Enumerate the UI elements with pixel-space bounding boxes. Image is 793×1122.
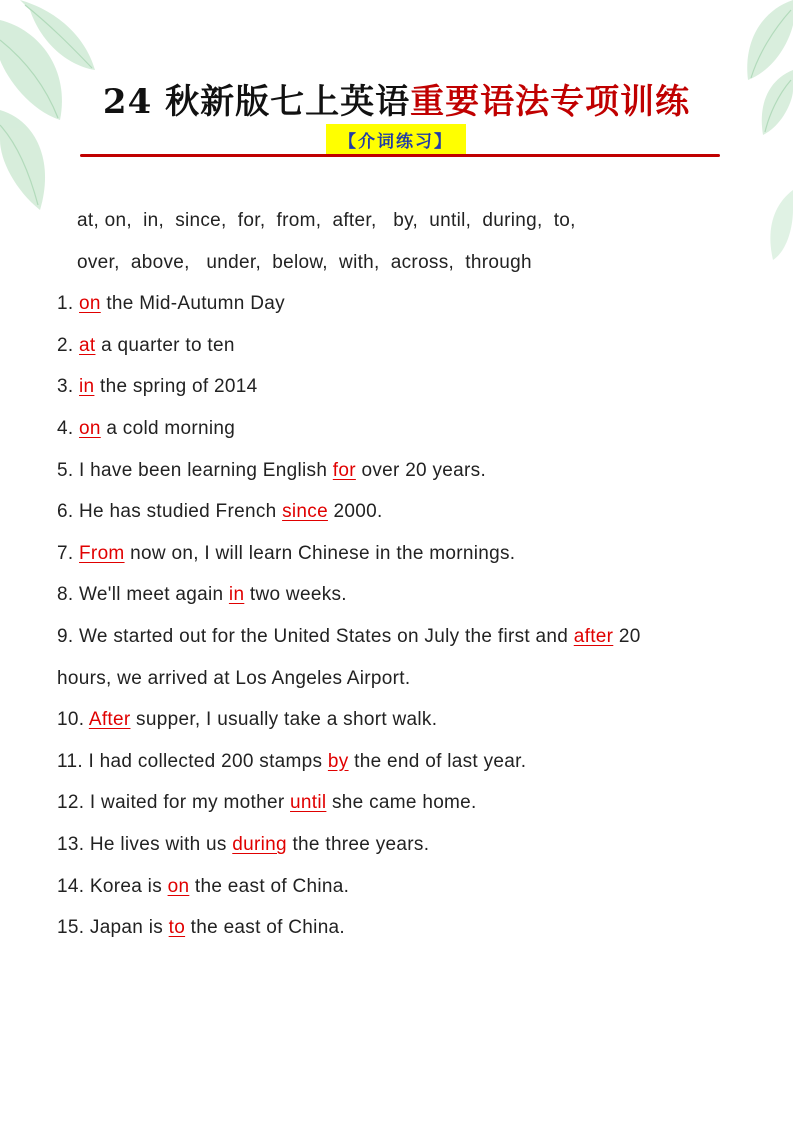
answer-word: on	[79, 417, 101, 439]
item-text: two weeks.	[244, 584, 347, 606]
exercise-item	[57, 491, 727, 533]
answer-word: From	[79, 542, 125, 564]
word-bank-line: at, on, in, since, for, from, after, by, until, during, to,	[77, 210, 576, 231]
exercise-item	[57, 450, 727, 492]
exercise-item	[57, 325, 727, 367]
exercise-item	[57, 824, 727, 866]
item-text: 9. We started out for the United States on July the first and	[57, 625, 574, 647]
item-text: she came home.	[326, 792, 477, 814]
item-text: the Mid-Autumn Day	[100, 293, 285, 315]
item-text: 1.	[57, 293, 80, 315]
exercise-item	[57, 907, 727, 949]
item-text: over 20 years.	[355, 459, 487, 481]
page-title	[0, 74, 793, 123]
item-text: a cold morning	[100, 417, 236, 439]
answer-word: for	[332, 459, 356, 481]
exercise-item	[57, 741, 727, 783]
exercise-item	[57, 866, 727, 908]
item-text: a quarter to ten	[95, 334, 235, 356]
item-text: the spring of 2014	[94, 376, 258, 398]
item-text: 3.	[57, 376, 80, 398]
item-text: 6. He has studied French	[57, 501, 283, 523]
item-text: supper, I usually take a short walk.	[130, 709, 438, 731]
item-text: 8. We'll meet again	[57, 584, 229, 606]
item-text: 10.	[57, 709, 89, 731]
answer-word: since	[282, 501, 328, 523]
answer-word: during	[232, 833, 287, 855]
item-text: 15. Japan is	[57, 917, 169, 939]
exercise-item	[57, 408, 727, 450]
item-text: the end of last year.	[348, 750, 527, 772]
item-text: 20	[613, 625, 641, 647]
answer-word: after	[573, 625, 614, 647]
exercise-content	[57, 200, 727, 949]
word-bank-line: over, above, under, below, with, across, through	[77, 251, 532, 273]
item-text: 13. He lives with us	[57, 833, 233, 855]
item-text: the east of China.	[185, 917, 346, 939]
exercise-item-continuation: hours, we arrived at Los Angeles Airport.	[57, 667, 411, 689]
title-black-part: 24 秋新版七上英语	[102, 82, 411, 122]
exercise-item	[57, 366, 727, 408]
item-text: the east of China.	[189, 875, 350, 897]
title-red-part: 重要语法专项训练	[410, 82, 691, 122]
item-text: the three years.	[286, 833, 430, 855]
item-text: 4.	[57, 417, 80, 439]
leaf-decoration-right-icon	[748, 190, 793, 270]
item-text: 5. I have been learning English	[57, 459, 333, 481]
answer-word: in	[79, 376, 95, 398]
answer-word: on	[79, 293, 101, 315]
item-text: 14. Korea is	[57, 875, 168, 897]
item-text: 12. I waited for my mother	[57, 792, 291, 814]
exercise-item	[57, 533, 727, 575]
answer-word: by	[327, 750, 349, 772]
answer-word: After	[88, 709, 131, 731]
answer-word: in	[228, 584, 245, 606]
answer-word: at	[79, 334, 96, 356]
answer-word: to	[168, 917, 186, 939]
item-text: 7.	[57, 542, 80, 564]
item-text: now on, I will learn Chinese in the mornings.	[124, 542, 516, 564]
exercise-item	[57, 782, 727, 824]
answer-word: on	[167, 875, 190, 897]
title-divider	[80, 154, 720, 157]
exercise-item	[57, 699, 727, 741]
exercise-item	[57, 283, 727, 325]
exercise-item	[57, 616, 727, 658]
item-text: 2000.	[327, 501, 383, 523]
answer-word: until	[290, 792, 327, 814]
item-text: 2.	[57, 334, 80, 356]
exercise-item	[57, 574, 727, 616]
section-badge: 【介词练习】	[326, 124, 466, 154]
item-text: 11. I had collected 200 stamps	[57, 750, 328, 772]
